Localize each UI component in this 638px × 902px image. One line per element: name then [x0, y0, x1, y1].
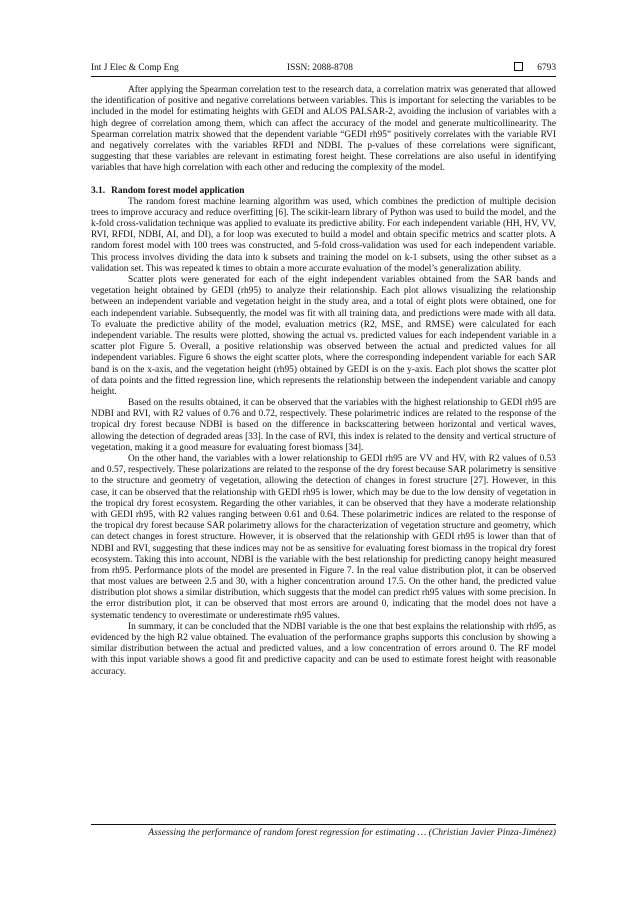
paragraph-highest-relationship: Based on the results obtained, it can be observed that the variables with the highest relationship to GEDI rh95 are NDBI and RVI, with R2 values of 0.76 and 0.72, respectively. These polarimetric indices are related to the response of the tropical dry forest because NDBI is based on the difference in backscattering between horizontal and vertical waves, allowing the detection of degraded areas [33]. In the case of RVI, this index is related to the density and vertical structure of vegetation, making it a good measure for evaluating forest biomass [34]. [91, 398, 556, 453]
section-heading [91, 186, 556, 197]
section-title: Random forest model application [111, 185, 245, 196]
header-rule [91, 76, 556, 77]
square-bullet-icon [514, 62, 523, 71]
section-number: 3.1. [91, 185, 106, 196]
page-number-group [514, 61, 556, 75]
footer-rule [91, 824, 556, 825]
page-header [91, 61, 556, 75]
paragraph-summary: In summary, it can be concluded that the NDBI variable is the one that best explains the relationship with rh95, as evidenced by the high R2 value obtained. The evaluation of the performance graphs supports this conclusion by showing a similar distribution between the actual and predicted values, and a low concentration of errors around 0. The RF model with this input variable shows a good fit and predictive capacity and can be used to estimate forest height with reasonable accuracy. [91, 621, 556, 677]
body-text [91, 85, 556, 678]
paragraph-correlation: After applying the Spearman correlation test to the research data, a correlation matrix was generated that allowed the identification of positive and negative correlations between variables. This is important for selecting the variables to be included in the model for estimating heights with GEDI and ALOS PALSAR-2, avoiding the inclusion of variables with a high degree of correlation among them, which can affect the accuracy of the model and generate multicollinearity. The Spearman correlation matrix showed that the dependent variable “GEDI rh95” positively correlates with the variable RVI and negatively correlates with the variables RFDI and NDBI. The p-values of these correlations were significant, suggesting that these variables are relevant in estimating forest height. These correlations are also useful in identifying variables that have high correlation with each other and reducing the complexity of the model. [91, 85, 556, 174]
page-number: 6793 [537, 63, 556, 73]
paragraph-scatter-plots: Scatter plots were generated for each of the eight independent variables obtained from the SAR bands and vegetation height obtained by GEDI (rh95) to analyze their relationship. Each plot allows visualizing the relationship between an independent variable and vegetation height in the study area, and a total of eight plots were obtained, one for each independent variable. Subsequently, the model was fit with all training data, and predictions were made with all data. To evaluate the predictive ability of the model, evaluation metrics (R2, MSE, and RMSE) were calculated for each independent variable. The results were plotted, showing the actual vs. predicted values for each independent variable in a scatter plot Figure 5. Overall, a positive relationship was observed between the actual and predicted values for all independent variables. Figure 6 shows the eight scatter plots, where the corresponding independent variable for each SAR band is on the x-axis, and the vegetation height (rh95) obtained by GEDI is on the y-axis. Each plot shows the scatter plot of data points and the fitted regression line, which represents the relationship between the independent variable and canopy height. [91, 275, 556, 397]
paragraph-lower-relationship: On the other hand, the variables with a lower relationship to GEDI rh95 are VV and HV, with R2 values of 0.53 and 0.57, respectively. These polarizations are related to the response of the dry forest because SAR polarimetry is sensitive to the structure and geometry of vegetation, allowing the detection of changes in forest structure [27]. However, in this case, it can be observed that the relationship with GEDI rh95 is lower, which may be due to the low density of vegetation in the tropical dry forest ecosystem. Regarding the other variables, it can be observed that they have a moderate relationship with GEDI rh95, with R2 values ranging between 0.61 and 0.64. These polarimetric indices are related to the response of the tropical dry forest because SAR polarimetry allows for the characterization of vegetation structure and geometry, which can detect changes in forest structure. However, it is observed that the relationship with GEDI rh95 is lower than that of NDBI and RVI, suggesting that these indices may not be as sensitive for evaluating forest biomass in the tropical dry forest ecosystem. Taking this into account, NDBI is the variable with the best relationship for predicting canopy height measured from rh95. Performance plots of the model are presented in Figure 7. In the real value distribution plot, it can be observed that most values are between 2.5 and 30, with a higher concentration around 17.5. On the other hand, the predicted value distribution plot shows a similar distribution, which suggests that the model can predict rh95 values with some precision. In the error distribution plot, it can be observed that most errors are around 0, indicating that the model does not have a systematic tendency to overestimate or underestimate rh95 values. [91, 454, 556, 621]
journal-name: Int J Elec & Comp Eng [91, 63, 179, 73]
running-footer: Assessing the performance of random forest regression for estimating … (Christian Javier Pinza-Jiménez) [148, 827, 556, 838]
issn: ISSN: 2088-8708 [287, 63, 353, 73]
paragraph-random-forest: The random forest machine learning algorithm was used, which combines the prediction of multiple decision trees to improve accuracy and reduce overfitting [6]. The scikit-learn library of Python was used to build the model, and the k-fold cross-validation technique was applied to evaluate its predictive ability. For each independent variable (HH, HV, VV, RVI, RFDI, NDBI, AI, and DI), a for loop was executed to build a model and obtain specific metrics and scatter plots. A random forest model with 100 trees was constructed, and 5-fold cross-validation was used for each independent variable. This process involves dividing the data into k subsets and training the model on k-1 subsets, using the other subset as a validation set. This was repeated k times to obtain a more accurate evaluation of the model’s generalization ability. [91, 196, 556, 274]
